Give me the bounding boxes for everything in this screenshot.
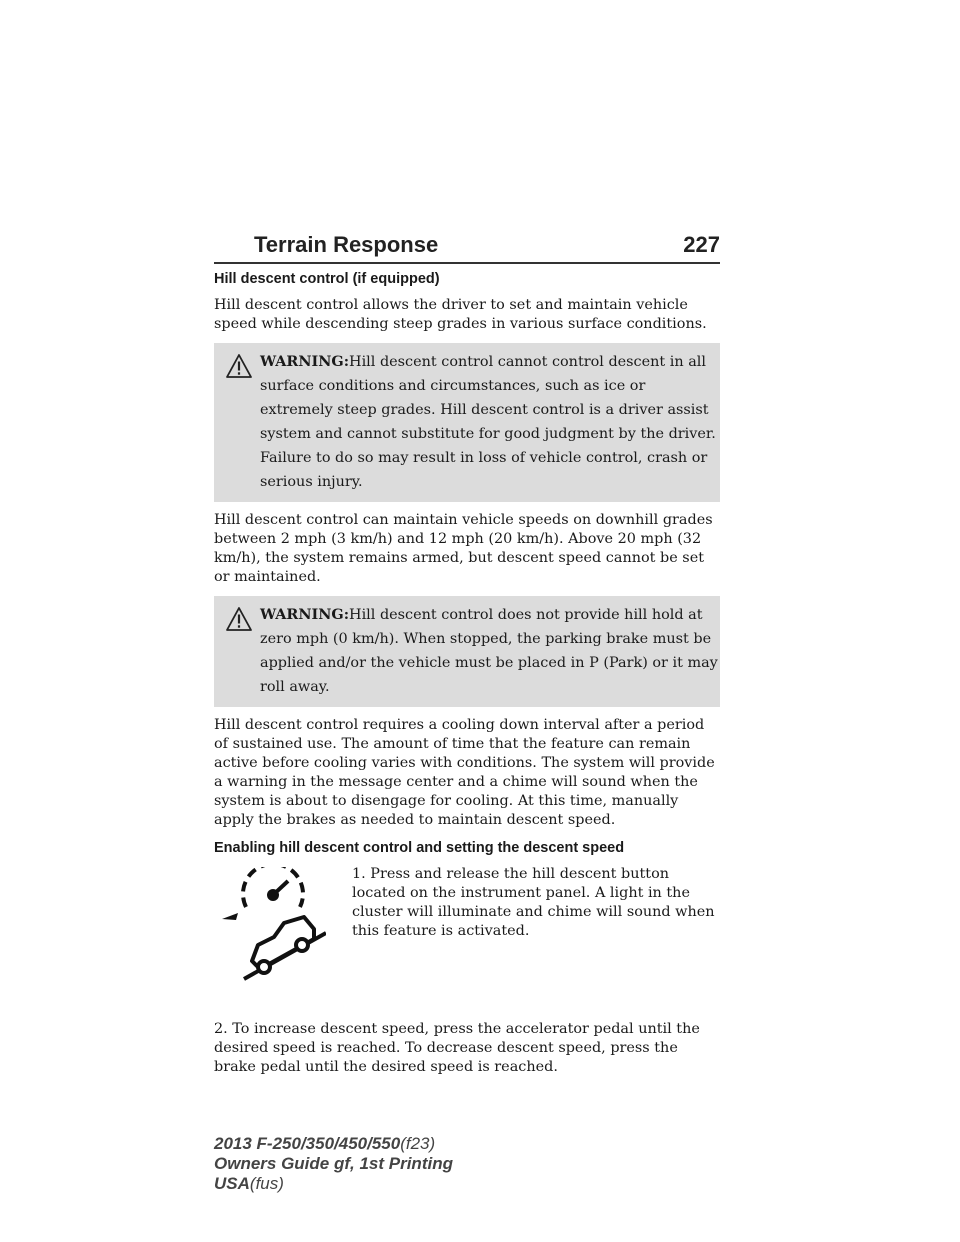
warning-box-2 (214, 596, 720, 707)
page-header (214, 232, 720, 262)
header-rule (214, 262, 720, 264)
warning-label: WARNING: (260, 606, 350, 623)
footer-guide: Owners Guide gf, 1st Printing (214, 1154, 453, 1173)
warning-box-1 (214, 343, 720, 502)
warning-text: zero mph (0 km/h). When stopped, the parking brake must be applied and/or the vehicle must be placed in P (Park) or it may roll away. (260, 631, 718, 695)
warning-text: surface conditions and circumstances, such as ice or extremely steep grades. Hill descent control is a driver assist system and cannot substitute for good judgment by the driver. Failure to do so may result in loss of vehicle control, crash or serious injury. (260, 378, 716, 490)
footer (214, 1134, 453, 1194)
step-1-block (214, 865, 720, 1011)
step-2-text: 2. To increase descent speed, press the accelerator pedal until the desired speed is reached. To decrease descent speed, press the brake pedal until the desired speed is reached. (214, 1021, 700, 1075)
footer-model-code: (f23) (400, 1134, 436, 1153)
footer-model: 2013 F-250/350/450/550 (214, 1134, 401, 1153)
warning-line1: Hill descent control does not provide hill hold at (349, 607, 703, 623)
hill-descent-icon (218, 867, 326, 985)
cooling-paragraph: Hill descent control requires a cooling down interval after a period of sustained use. The amount of time that the feature can remain active before cooling varies with conditions. The system will provide a warning in the message center and a chime will sound when the system is about to disengage for cooling. At this time, manually apply the brakes as needed to maintain descent speed. (214, 717, 715, 828)
intro-paragraph: Hill descent control allows the driver to set and maintain vehicle speed while descending steep grades in various surface conditions. (214, 297, 707, 332)
warning-line1: Hill descent control cannot control descent in all (349, 354, 706, 370)
warning-triangle-icon (225, 606, 253, 632)
page-content (214, 270, 720, 1086)
page-number: 227 (683, 232, 720, 257)
footer-market-code: (fus) (249, 1174, 284, 1193)
section-heading: Hill descent control (if equipped) (214, 271, 440, 287)
footer-market: USA (214, 1174, 250, 1193)
chapter-title: Terrain Response (254, 232, 439, 257)
warning-triangle-icon (225, 353, 253, 379)
step-1-text: 1. Press and release the hill descent button located on the instrument panel. A light in the cluster will illuminate and chime will sound when this feature is activated. (352, 866, 715, 939)
speed-paragraph: Hill descent control can maintain vehicle speeds on downhill grades between 2 mph (3 km/h) and 12 mph (20 km/h). Above 20 mph (32 km/h), the system remains armed, but descent speed cannot be set or maintained. (214, 512, 713, 585)
subheading: Enabling hill descent control and setting the descent speed (214, 840, 625, 856)
warning-label: WARNING: (260, 353, 350, 370)
